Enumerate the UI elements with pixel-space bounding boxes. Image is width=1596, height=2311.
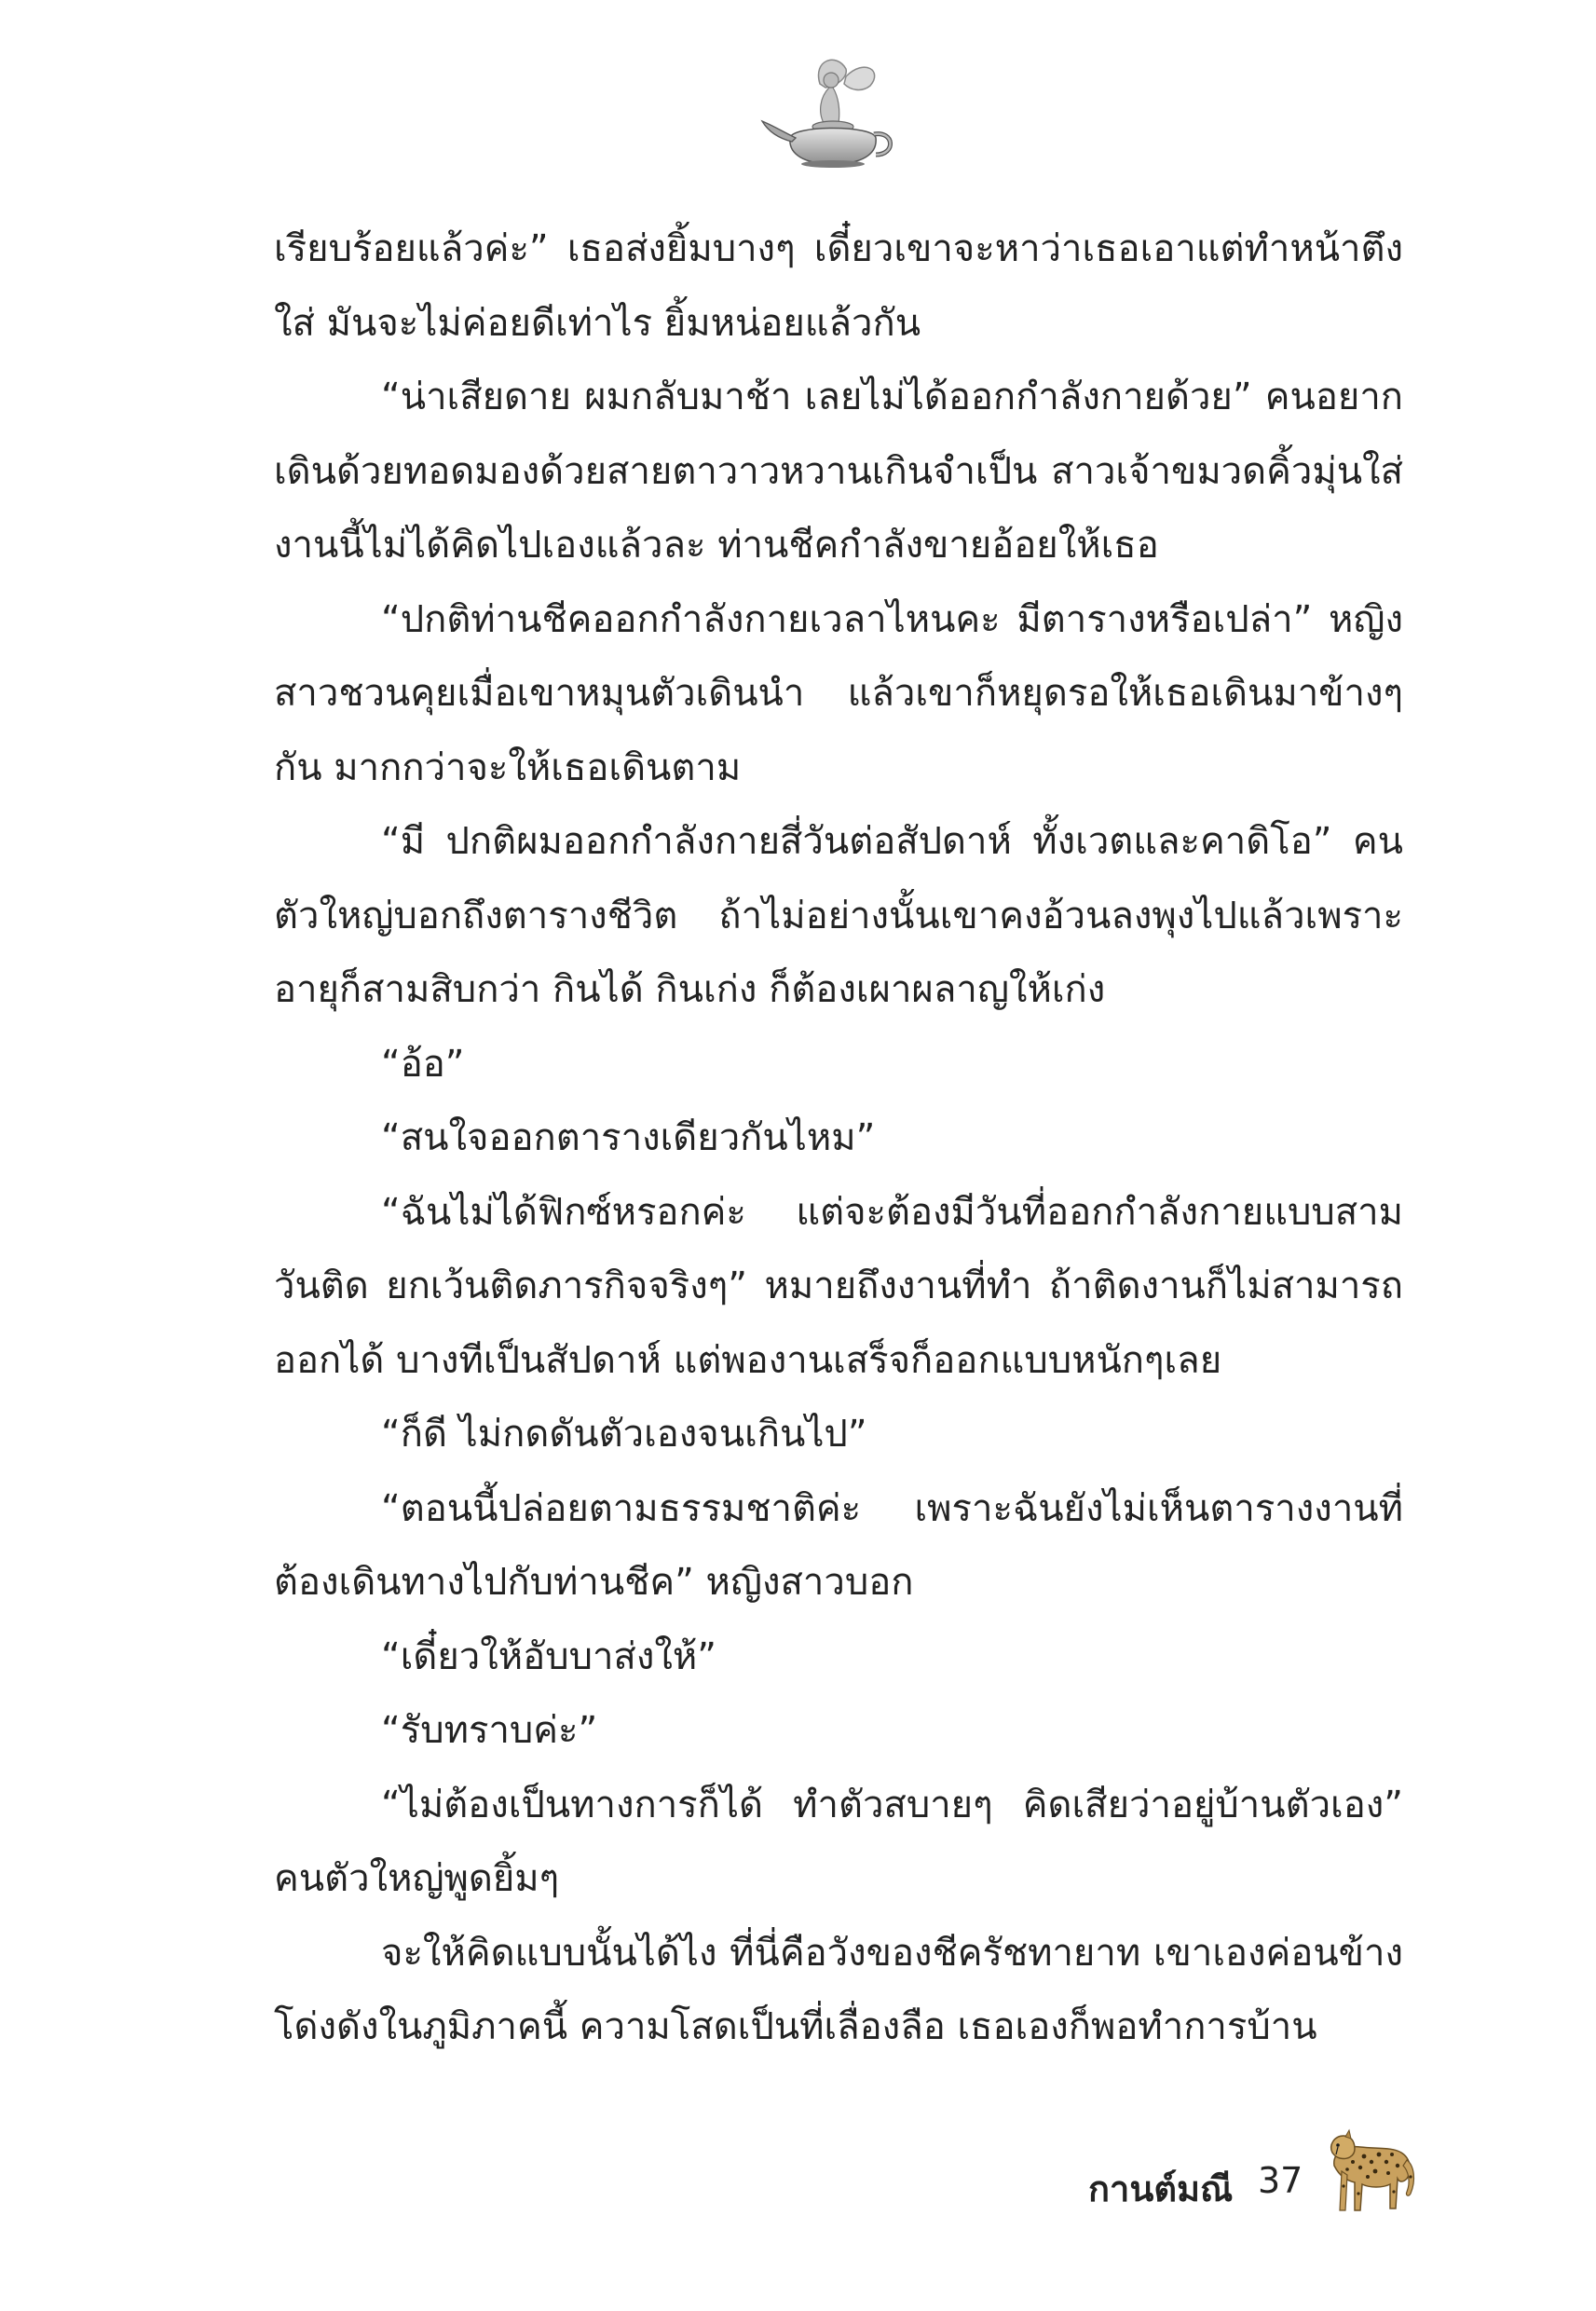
- paragraph: “สนใจออกตารางเดียวกันไหม”: [381, 1116, 876, 1159]
- cheetah-icon: [1327, 2125, 1416, 2218]
- paragraph: เรียบร้อยแล้วค่ะ” เธอส่งยิ้มบางๆ เดี๋ยวเขาจะหาว่าเธอเอาแต่ทำหน้าตึงใส่ มันจะไม่ค่อยดีเท่าไร ยิ้มหน่อยแล้วกัน: [274, 227, 1403, 345]
- paragraph: “ฉันไม่ได้ฟิกซ์หรอกค่ะ แต่จะต้องมีวันที่ออกกำลังกายแบบสามวันติด ยกเว้นติดภารกิจจริงๆ” หมายถึงงานที่ทำ ถ้าติดงานก็ไม่สามารถออกได้ บางทีเป็นสัปดาห์ แต่พองานเสร็จก็ออกแบบหนักๆเลย: [274, 1190, 1403, 1382]
- paragraph: “รับทราบค่ะ”: [381, 1709, 598, 1752]
- paragraph: จะให้คิดแบบนั้นได้ไง ที่นี่คือวังของชีครัชทายาท เขาเองค่อนข้างโด่งดังในภูมิภาคนี้ ความโสดเป็นที่เลื่องลือ เธอเองก็พอทำการบ้าน: [274, 1931, 1403, 2048]
- paragraph: “มี ปกติผมออกกำลังกายสี่วันต่อสัปดาห์ ทั้งเวตและคาดิโอ” คนตัวใหญ่บอกถึงตารางชีวิต ถ้าไม่อย่างนั้นเขาคงอ้วนลงพุงไปแล้วเพราะอายุก็สามสิบกว่า กินได้ กินเก่ง ก็ต้องเผาผลาญให้เก่ง: [274, 820, 1403, 1011]
- paragraph: “น่าเสียดาย ผมกลับมาช้า เลยไม่ได้ออกกำลังกายด้วย” คนอยากเดินด้วยทอดมองด้วยสายตาวาวหวานเกินจำเป็น สาวเจ้าขมวดคิ้วมุ่นใส่ งานนี้ไม่ได้คิดไปเองแล้วละ ท่านชีคกำลังขายอ้อยให้เธอ: [274, 376, 1403, 567]
- book-title: กานต์มณี: [1088, 2168, 1234, 2209]
- paragraph: “ไม่ต้องเป็นทางการก็ได้ ทำตัวสบายๆ คิดเสียว่าอยู่บ้านตัวเอง” คนตัวใหญ่พูดยิ้มๆ: [274, 1783, 1403, 1900]
- page-number: 37: [1258, 2160, 1303, 2201]
- paragraph: “ตอนนี้ปล่อยตามธรรมชาติค่ะ เพราะฉันยังไม่เห็นตารางงานที่ต้องเดินทางไปกับท่านชีค” หญิงสาวบอก: [274, 1486, 1403, 1604]
- paragraph: “เดี๋ยวให้อับบาส่งให้”: [381, 1634, 716, 1678]
- teapot-fairy-icon: [755, 48, 904, 170]
- paragraph: “อ้อ”: [381, 1042, 465, 1086]
- paragraph: “ก็ดี ไม่กดดันตัวเองจนเกินไป”: [381, 1413, 867, 1456]
- page-footer: [1025, 2125, 1416, 2227]
- paragraph: “ปกติท่านชีคออกกำลังกายเวลาไหนคะ มีตารางหรือเปล่า” หญิงสาวชวนคุยเมื่อเขาหมุนตัวเดินนำ แล้วเขาก็หยุดรอให้เธอเดินมาข้างๆ กัน มากกว่าจะให้เธอเดินตาม: [274, 597, 1403, 789]
- body-text: [274, 212, 1403, 2065]
